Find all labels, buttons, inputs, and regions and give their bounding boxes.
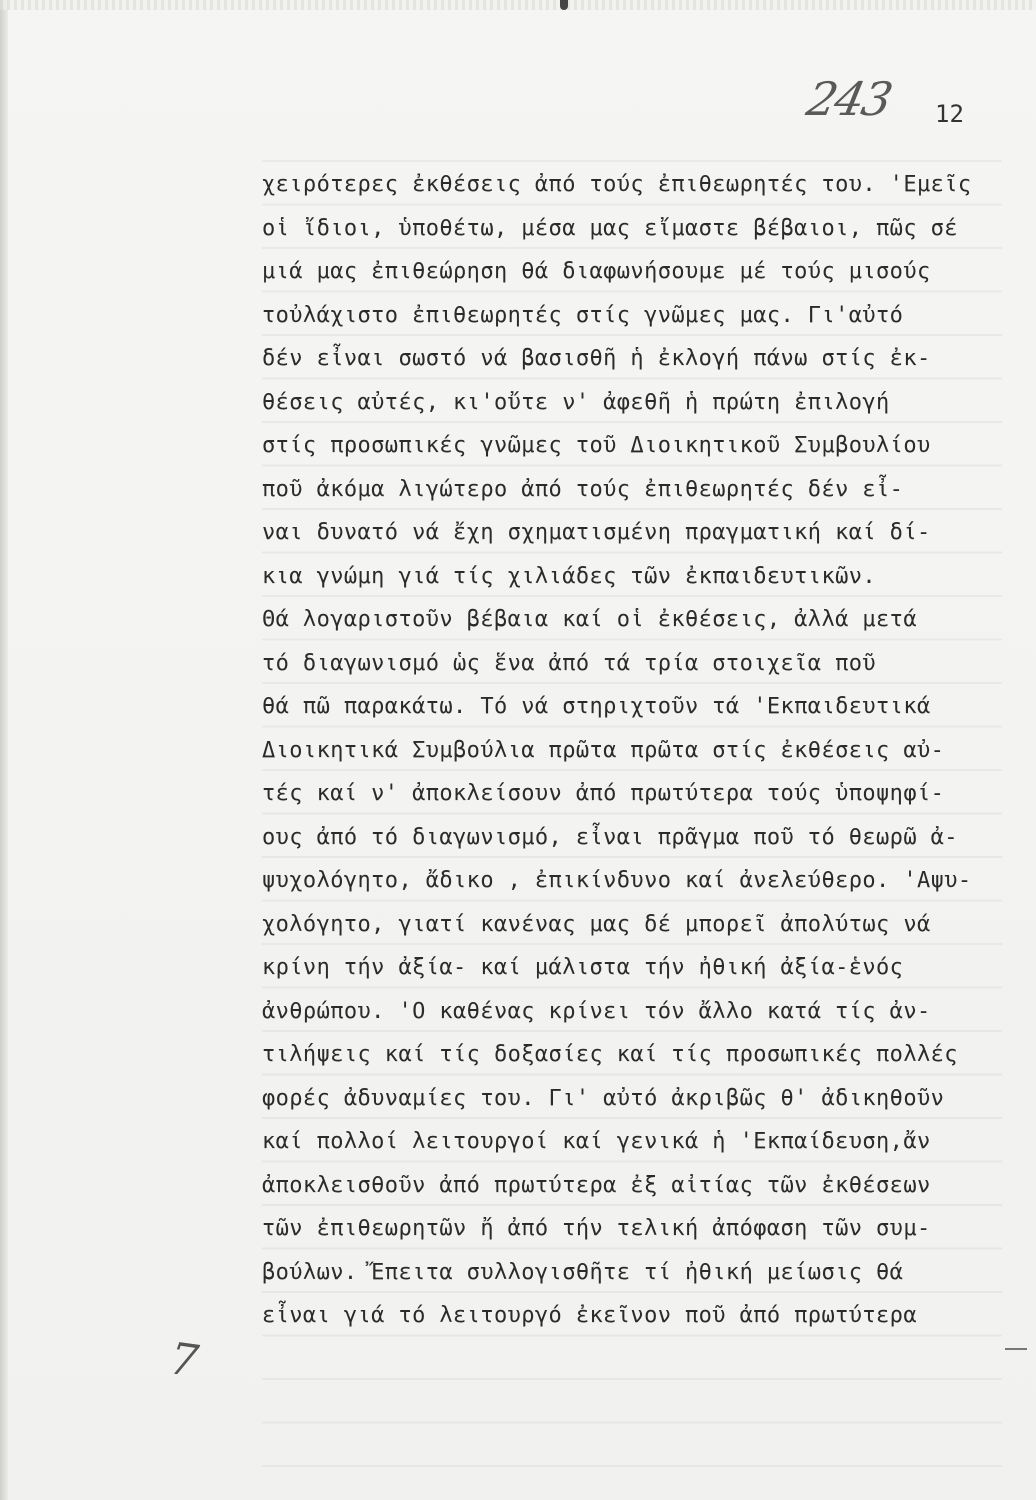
text-line: ψυχολόγητο, ἄδικο , ἐπικίνδυνο καί ἀνελεύθερο. 'Αψυ-: [262, 868, 972, 893]
margin-dash: [1005, 1348, 1027, 1350]
text-line: ἀνθρώπου. 'Ο καθένας κρίνει τόν ἄλλο κατά τίς ἀν-: [262, 998, 931, 1024]
binding-mark: [560, 0, 568, 10]
text-line: Διοικητικά Συμβούλια πρῶτα πρῶτα στίς ἐκθέσεις αὐ-: [262, 737, 945, 763]
text-line: φορές ἀδυναμίες του. Γι' αὐτό ἀκριβῶς θ' ἀδικηθοῦν: [262, 1085, 945, 1111]
text-line: στίς προσωπικές γνῶμες τοῦ Διοικητικοῦ Συμβουλίου: [262, 433, 931, 458]
text-line: βούλων. Ἔπειτα συλλογισθῆτε τί ἠθική μείωσις θά: [262, 1259, 904, 1285]
typed-text-block: [262, 163, 1002, 1338]
page-number: 12: [935, 100, 964, 128]
text-line: κια γνώμη γιά τίς χιλιάδες τῶν ἐκπαιδευτικῶν.: [262, 563, 877, 589]
text-line: κρίνη τήν ἀξία- καί μάλιστα τήν ἠθική ἀξία-ἑνός: [262, 955, 904, 980]
text-line: χολόγητο, γιατί κανένας μας δέ μπορεῖ ἀπολύτως νά: [262, 911, 931, 937]
text-line: χειρότερες ἐκθέσεις ἀπό τούς ἐπιθεωρητές του. 'Εμεῖς: [262, 172, 972, 197]
text-line: τιλήψεις καί τίς δοξασίες καί τίς προσωπικές πολλές: [262, 1042, 958, 1067]
text-line: Θά λογαριστοῦν βέβαια καί οἱ ἐκθέσεις, ἀλλά μετά: [262, 607, 917, 632]
page-left-edge: [0, 0, 8, 1500]
text-line: τές καί ν' ἀποκλείσουν ἀπό πρωτύτερα τούς ὑποψηφί-: [262, 781, 945, 806]
text-line: ους ἀπό τό διαγωνισμό, εἶναι πρᾶγμα ποῦ τό θεωρῶ ἀ-: [262, 824, 958, 850]
text-line: τό διαγωνισμό ὡς ἕνα ἀπό τά τρία στοιχεῖα ποῦ: [262, 650, 877, 676]
text-line: τῶν ἐπιθεωρητῶν ἤ ἀπό τήν τελική ἀπόφαση τῶν συμ-: [262, 1216, 931, 1241]
text-line: οἱ ἴδιοι, ὑποθέτω, μέσα μας εἴμαστε βέβαιοι, πῶς σέ: [262, 215, 958, 241]
text-line: θά πῶ παρακάτω. Τό νά στηριχτοῦν τά 'Εκπαιδευτικά: [262, 694, 931, 719]
text-line: θέσεις αὐτές, κι'οὔτε ν' ἀφεθῆ ἡ πρώτη ἐπιλογή: [262, 389, 890, 415]
text-line: καί πολλοί λειτουργοί καί γενικά ἡ 'Εκπαίδευση,ἄν: [262, 1129, 931, 1154]
text-line: ναι δυνατό νά ἔχη σχηματισμένη πραγματική καί δί-: [262, 520, 931, 545]
text-line: τοὐλάχιστο ἐπιθεωρητές στίς γνῶμες μας. Γι'αὐτό: [262, 302, 904, 328]
handwritten-archive-number: 243: [802, 72, 896, 126]
text-line: μιά μας ἐπιθεώρηση θά διαφωνήσουμε μέ τούς μισούς: [262, 259, 931, 284]
text-line: δέν εἶναι σωστό νά βασισθῆ ἡ ἐκλογή πάνω στίς ἐκ-: [262, 346, 931, 371]
handwritten-margin-note: 7: [166, 1333, 202, 1388]
text-line: ἀποκλεισθοῦν ἀπό πρωτύτερα ἐξ αἰτίας τῶν ἐκθέσεων: [262, 1172, 931, 1198]
text-line: εἶναι γιά τό λειτουργό ἐκεῖνον ποῦ ἀπό πρωτύτερα: [262, 1303, 917, 1328]
text-line: ποῦ ἀκόμα λιγώτερο ἀπό τούς ἐπιθεωρητές δέν εἶ-: [262, 476, 904, 502]
page-top-edge: [0, 0, 1036, 10]
